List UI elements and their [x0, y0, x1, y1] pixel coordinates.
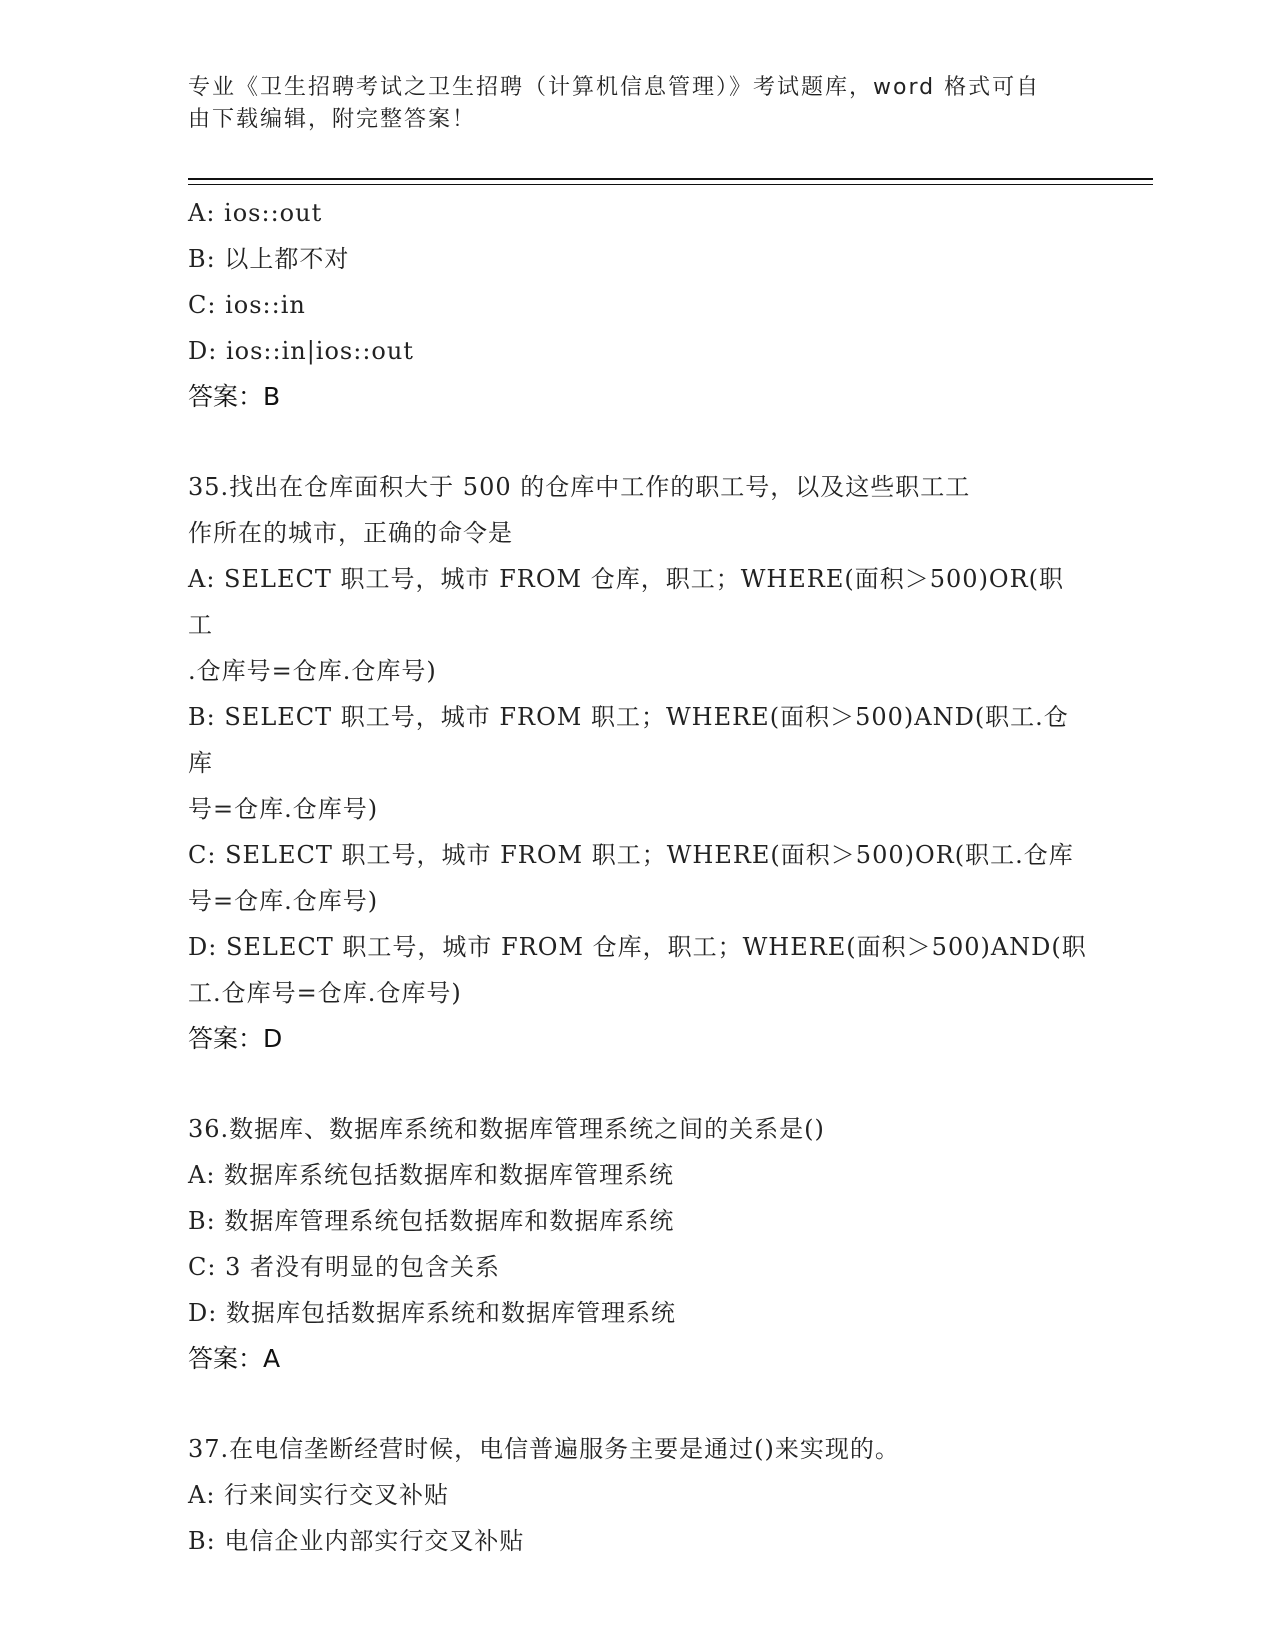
option-b: B: 电信企业内部实行交叉补贴: [188, 1527, 525, 1555]
document-header: [188, 72, 1068, 136]
option-d: D: SELECT 职工号，城市 FROM 仓库，职工；WHERE(面积＞500)AND(职: [188, 933, 1087, 961]
question-36-block: [188, 1106, 1088, 1382]
question-stem: 35.找出在仓库面积大于 500 的仓库中工作的职工号，以及这些职工工: [188, 473, 971, 501]
option-a: A: ios::out: [188, 199, 323, 227]
option-d: D: 数据库包括数据库系统和数据库管理系统: [188, 1299, 676, 1327]
answer-line: 答案：B: [188, 382, 281, 411]
option-a: A: 数据库系统包括数据库和数据库管理系统: [188, 1161, 675, 1189]
answer-line: 答案：A: [188, 1344, 281, 1373]
option-b: B: 数据库管理系统包括数据库和数据库系统: [188, 1207, 675, 1235]
option-a: A: SELECT 职工号，城市 FROM 仓库，职工；WHERE(面积＞500)OR(职工: [188, 565, 1065, 639]
option-c: C: 3 者没有明显的包含关系: [188, 1253, 500, 1281]
header-divider-thin: [188, 184, 1153, 185]
question-34-block: [188, 190, 1088, 420]
header-line-2: 由下载编辑，附完整答案！: [188, 107, 477, 132]
answer-line: 答案：D: [188, 1024, 283, 1053]
question-stem: 37.在电信垄断经营时候，电信普遍服务主要是通过()来实现的。: [188, 1435, 900, 1463]
question-35-block: [188, 464, 1088, 1062]
question-37-block: [188, 1426, 1088, 1564]
header-line-1: 专业《卫生招聘考试之卫生招聘（计算机信息管理）》考试题库，word 格式可自: [188, 75, 1041, 100]
option-b: B: 以上都不对: [188, 245, 350, 273]
option-d-cont: 工.仓库号=仓库.仓库号): [188, 979, 462, 1007]
option-c: C: SELECT 职工号，城市 FROM 职工；WHERE(面积＞500)OR(职工.仓库: [188, 841, 1074, 869]
option-c: C: ios::in: [188, 291, 306, 319]
option-d: D: ios::in|ios::out: [188, 337, 414, 365]
option-a-cont: .仓库号=仓库.仓库号): [188, 657, 437, 685]
option-b: B: SELECT 职工号，城市 FROM 职工；WHERE(面积＞500)AND(职工.仓库: [188, 703, 1069, 777]
header-divider-thick: [188, 178, 1153, 180]
question-stem: 36.数据库、数据库系统和数据库管理系统之间的关系是(): [188, 1115, 825, 1143]
option-b-cont: 号=仓库.仓库号): [188, 795, 379, 823]
question-content: [188, 190, 1088, 1564]
question-stem-cont: 作所在的城市，正确的命令是: [188, 519, 513, 547]
option-c-cont: 号=仓库.仓库号): [188, 887, 379, 915]
option-a: A: 行来间实行交叉补贴: [188, 1481, 450, 1509]
